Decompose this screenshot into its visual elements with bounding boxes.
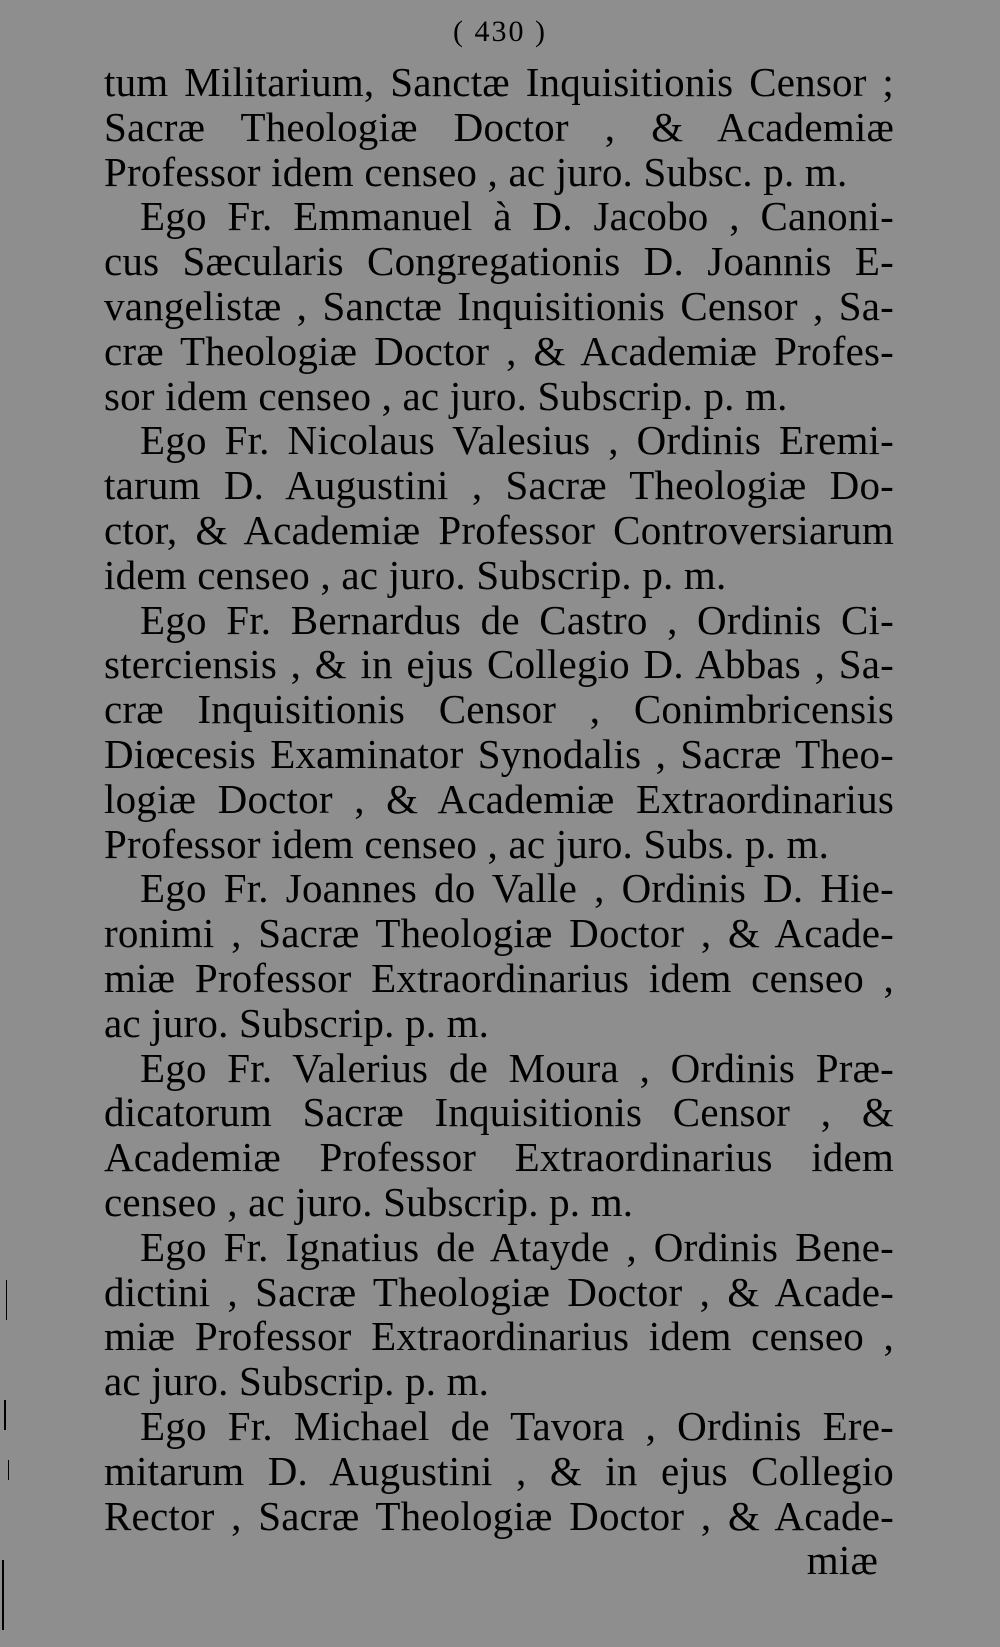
- text-line: idem censeo , ac juro. Subscrip. p. m.: [104, 551, 727, 598]
- text-line: vangelistæ , Sanctæ Inquisitionis Censor , Sa-: [104, 282, 894, 329]
- text-line: cræ Inquisitionis Censor , Conimbricensis: [104, 686, 894, 733]
- text-line: Ego Fr. Bernardus de Castro , Ordinis Ci-: [140, 596, 894, 643]
- text-line: Ego Fr. Michael de Tavora , Ordinis Ere-: [140, 1402, 894, 1449]
- text-line: ac juro. Subscrip. p. m.: [104, 999, 490, 1046]
- text-line: miæ Professor Extraordinarius idem censeo ,: [104, 1313, 894, 1360]
- text-line: logiæ Doctor , & Academiæ Extraordinarius: [104, 775, 894, 822]
- text-line: censeo , ac juro. Subscrip. p. m.: [104, 1178, 634, 1225]
- text-line: sor idem censeo , ac juro. Subscrip. p. m.: [104, 372, 788, 419]
- scan-artifact: [4, 1400, 6, 1430]
- text-line: Ego Fr. Valerius de Moura , Ordinis Præ-: [140, 1044, 894, 1091]
- text-line: Ego Fr. Joannes do Valle , Ordinis D. Hie-: [140, 865, 894, 912]
- text-line: Ego Fr. Nicolaus Valesius , Ordinis Eremi-: [140, 417, 894, 464]
- text-line: miæ Professor Extraordinarius idem censeo ,: [104, 954, 894, 1001]
- text-line: dicatorum Sacræ Inquisitionis Censor , &: [104, 1089, 894, 1136]
- text-line: Ego Fr. Ignatius de Atayde , Ordinis Bene-: [140, 1223, 894, 1270]
- text-line: Ego Fr. Emmanuel à D. Jacobo , Canoni-: [140, 193, 894, 240]
- text-line: cræ Theologiæ Doctor , & Academiæ Profes-: [104, 327, 894, 374]
- scan-artifact: [6, 1280, 7, 1320]
- scan-artifact: [8, 1460, 9, 1480]
- text-line: cus Sæcularis Congregationis D. Joannis E-: [104, 238, 894, 285]
- text-line: Academiæ Professor Extraordinarius idem: [104, 1134, 894, 1181]
- text-line: Diœcesis Examinator Synodalis , Sacræ Theo-: [104, 730, 894, 777]
- text-line: Professor idem censeo , ac juro. Subs. p. m.: [104, 820, 830, 867]
- text-line: Rector , Sacræ Theologiæ Doctor , & Acade-: [104, 1492, 894, 1539]
- scan-artifact: [2, 1560, 4, 1630]
- text-line: Sacræ Theologiæ Doctor , & Academiæ: [104, 103, 894, 150]
- text-line: sterciensis , & in ejus Collegio D. Abbas , Sa-: [104, 641, 894, 688]
- text-line: ronimi , Sacræ Theologiæ Doctor , & Acade-: [104, 910, 894, 957]
- text-line: tum Militarium, Sanctæ Inquisitionis Censor ;: [104, 59, 894, 105]
- text-line: dictini , Sacræ Theologiæ Doctor , & Acade-: [104, 1268, 894, 1315]
- body-text: [104, 60, 894, 1583]
- page-number: ( 430 ): [453, 15, 547, 48]
- catchword: miæ: [806, 1537, 878, 1584]
- text-line: Professor idem censeo , ac juro. Subsc. p. m.: [104, 148, 848, 195]
- text-line: mitarum D. Augustini , & in ejus Collegio: [104, 1447, 894, 1494]
- text-line: tarum D. Augustini , Sacræ Theologiæ Do-: [104, 462, 894, 509]
- text-line: ac juro. Subscrip. p. m.: [104, 1358, 490, 1405]
- text-line: ctor, & Academiæ Professor Controversiarum: [104, 506, 894, 553]
